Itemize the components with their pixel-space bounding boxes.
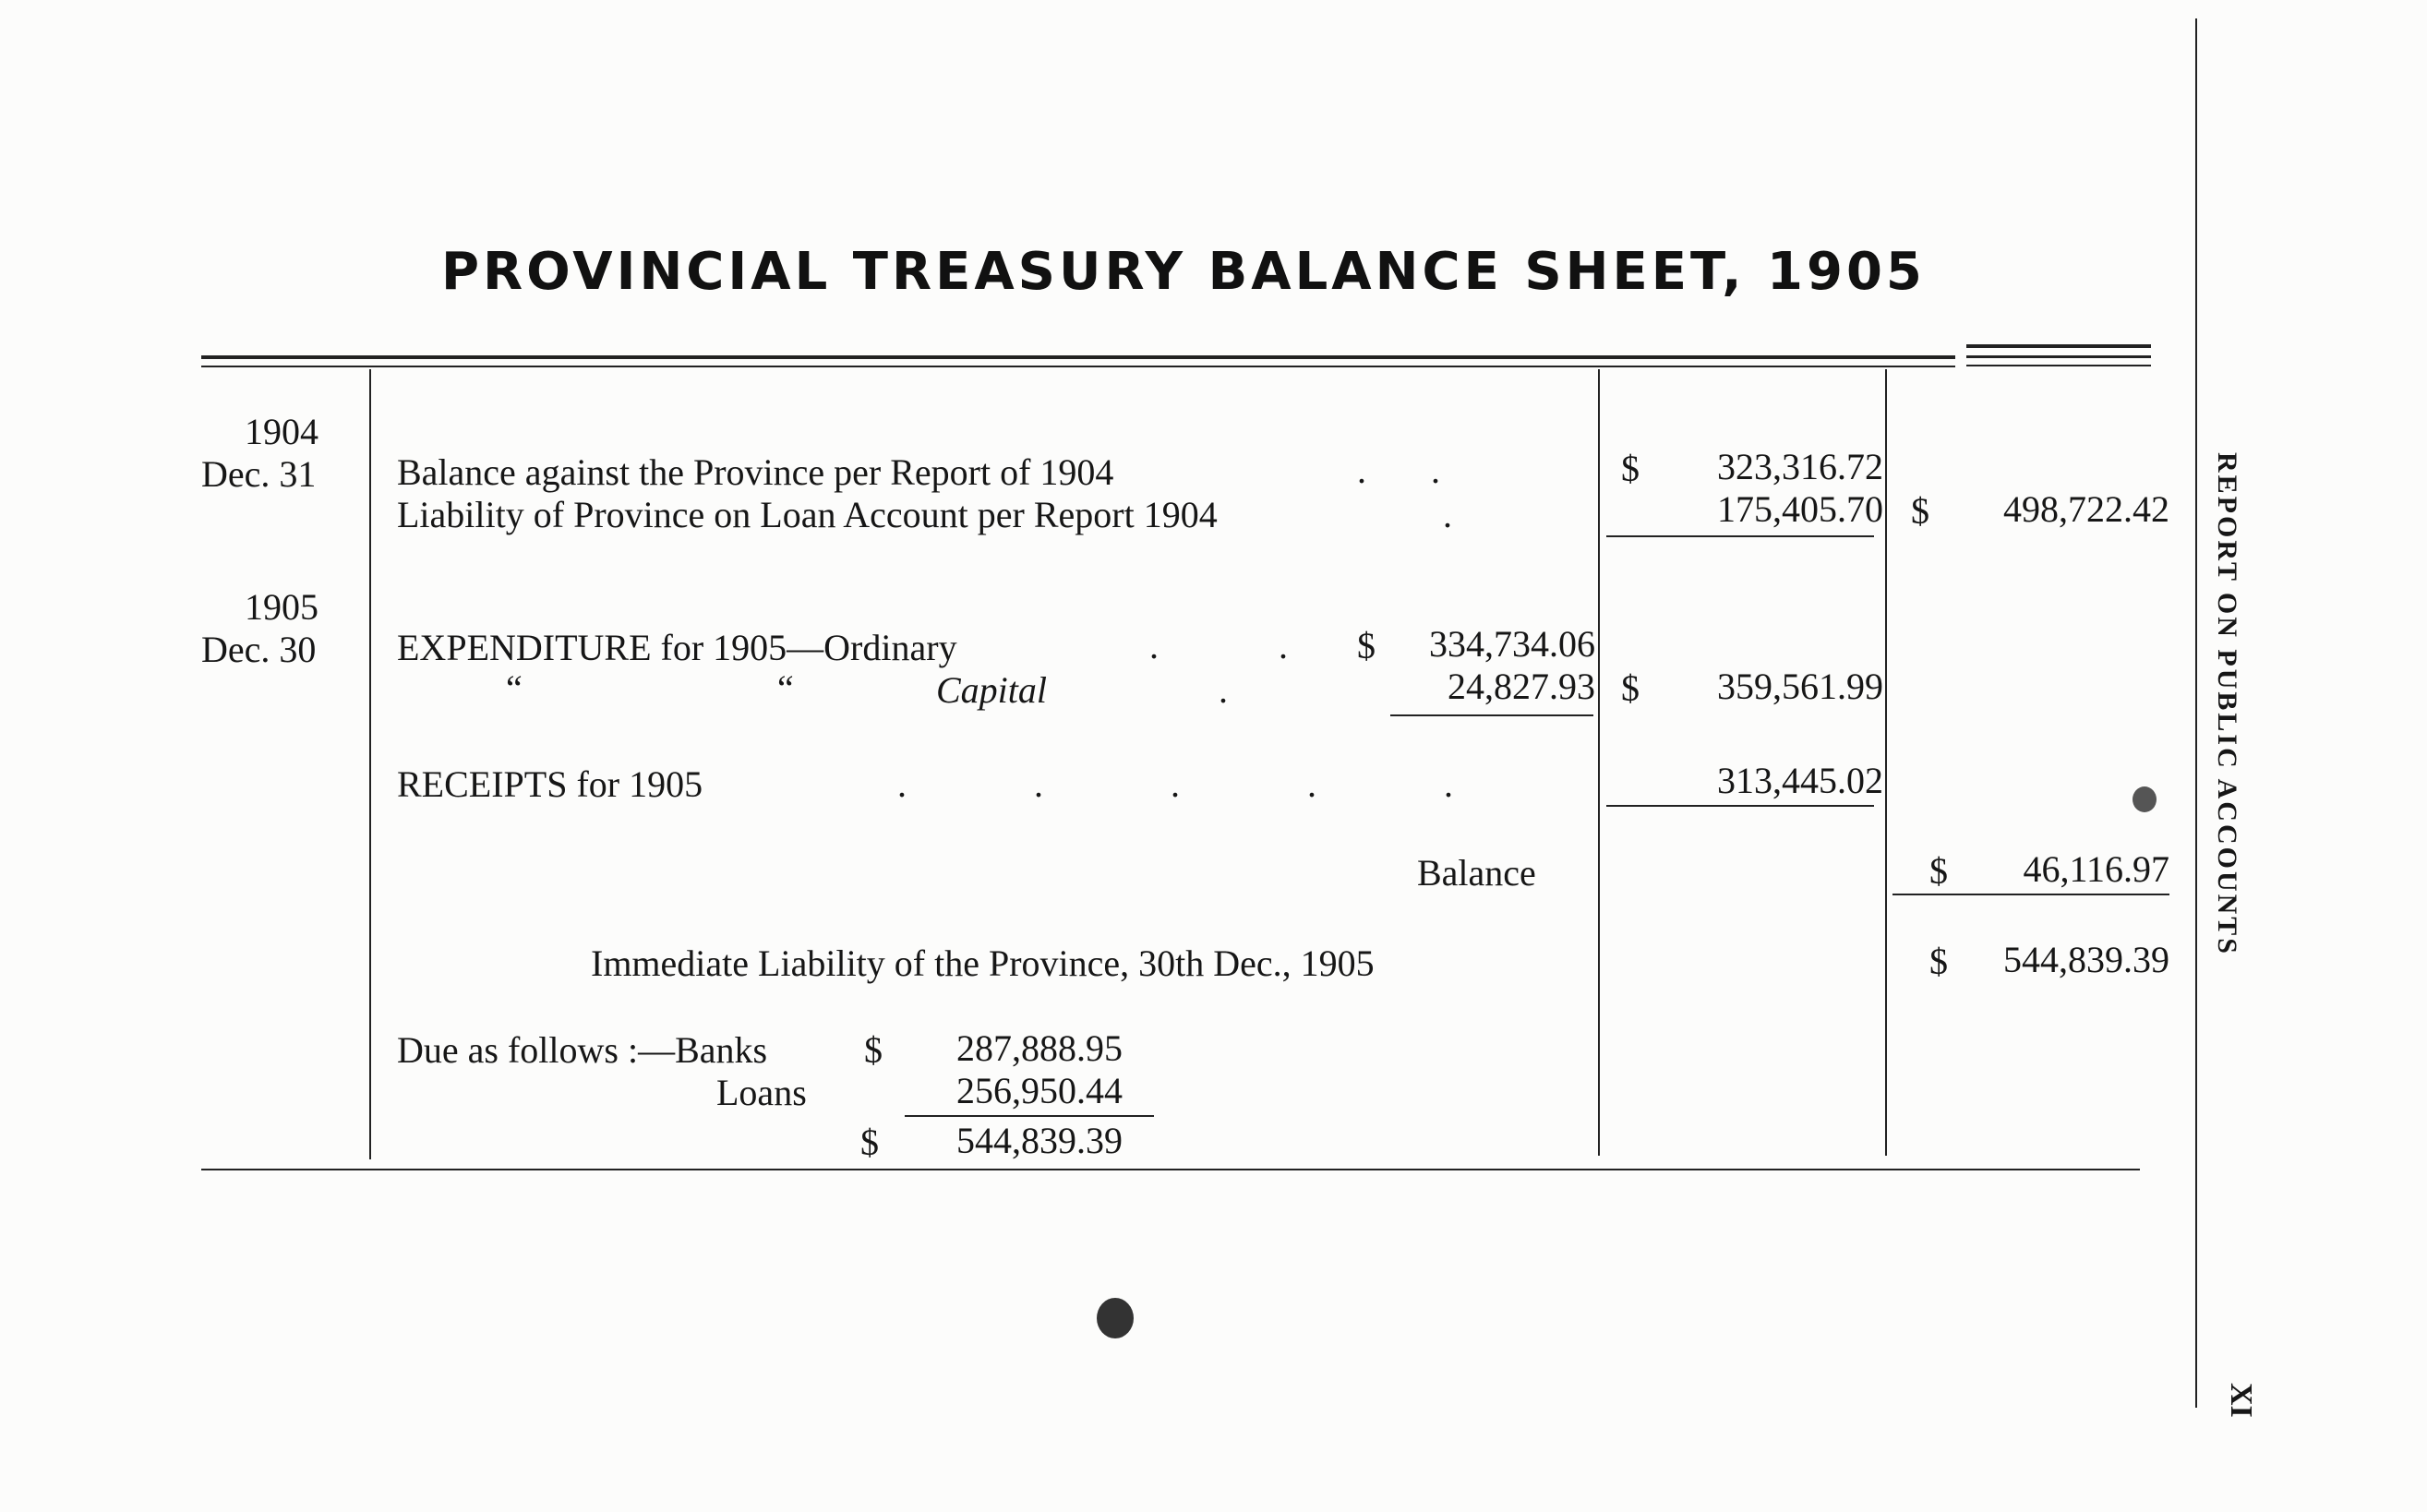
balance-dollar: $ [1929, 850, 1948, 892]
expenditure-total-amount: 359,561.99 [1717, 666, 1883, 707]
total-1904-amount: 498,722.42 [2003, 488, 2169, 530]
page-title: PROVINCIAL TREASURY BALANCE SHEET, 1905 [441, 242, 1926, 302]
loans-label: Loans [716, 1072, 807, 1113]
bottom-rule [201, 1169, 2140, 1170]
top-rule-right-1 [1966, 344, 2151, 348]
receipts-leader-dots: . . . . . [897, 763, 1453, 805]
year-1904: 1904 [245, 411, 318, 452]
expenditure-leader-dots: . . [1149, 625, 1288, 666]
receipts-rule [1606, 805, 1874, 807]
receipts-amount: 313,445.02 [1717, 760, 1883, 801]
ditto-mark-1: “ [506, 667, 523, 709]
top-rule-1 [201, 355, 1955, 359]
row2-subtotal-rule [1606, 535, 1874, 537]
total-1904-dollar: $ [1911, 490, 1929, 532]
row1-leader-dots: . . [1357, 450, 1440, 491]
ink-blot [1097, 1298, 1134, 1338]
due-as-follows-label: Due as follows :—Banks [397, 1029, 768, 1071]
col-rule-amount2 [1885, 369, 1887, 1156]
due-total-dollar: $ [860, 1122, 879, 1163]
balance-rule [1892, 894, 2169, 895]
side-heading: REPORT ON PUBLIC ACCOUNTS [2212, 452, 2242, 956]
banks-dollar: $ [864, 1029, 883, 1071]
top-rule-right-3 [1966, 365, 2151, 366]
expenditure-capital-label: Capital [936, 669, 1048, 711]
year-1905: 1905 [245, 586, 318, 628]
top-rule-right-2 [1966, 355, 2151, 358]
immediate-liability-dollar: $ [1929, 941, 1948, 982]
row2-leader-dots: . [1443, 494, 1452, 535]
top-rule-2 [201, 366, 1955, 367]
balance-label: Balance [1417, 852, 1536, 894]
receipts-label: RECEIPTS for 1905 [397, 763, 703, 805]
expenditure-capital-dots: . [1219, 669, 1228, 711]
row1-amount: 323,316.72 [1717, 446, 1883, 487]
date-1905: Dec. 30 [201, 629, 317, 670]
row1-label: Balance against the Province per Report of 1904 [397, 451, 1114, 493]
loans-amount: 256,950.44 [956, 1070, 1123, 1111]
page-folio: XI [2224, 1383, 2258, 1418]
immediate-liability-amount: 544,839.39 [2003, 939, 2169, 980]
expenditure-subtotal-rule [1390, 714, 1593, 716]
row2-amount: 175,405.70 [1717, 488, 1883, 530]
due-subtotal-rule [905, 1115, 1154, 1117]
immediate-liability-label: Immediate Liability of the Province, 30th Dec., 1905 [591, 942, 1375, 984]
col-rule-date [369, 369, 371, 1159]
page-edge-rule-bottom [2195, 1177, 2197, 1408]
balance-amount: 46,116.97 [2023, 848, 2169, 890]
expenditure-ordinary-dollar: $ [1357, 625, 1376, 666]
ditto-mark-2: “ [777, 667, 794, 709]
expenditure-ordinary-amount: 334,734.06 [1429, 623, 1595, 665]
date-1904: Dec. 31 [201, 453, 317, 495]
banks-amount: 287,888.95 [956, 1027, 1123, 1069]
expenditure-label: EXPENDITURE for 1905—Ordinary [397, 627, 957, 668]
due-total-amount: 544,839.39 [956, 1120, 1123, 1161]
expenditure-total-dollar: $ [1621, 667, 1640, 709]
ink-blot-small [2133, 786, 2157, 812]
page-edge-rule-top [2195, 18, 2197, 1178]
col-rule-amount1 [1598, 369, 1600, 1156]
row2-label: Liability of Province on Loan Account per Report 1904 [397, 494, 1218, 535]
row1-dollar: $ [1621, 448, 1640, 489]
expenditure-capital-amount: 24,827.93 [1448, 666, 1595, 707]
